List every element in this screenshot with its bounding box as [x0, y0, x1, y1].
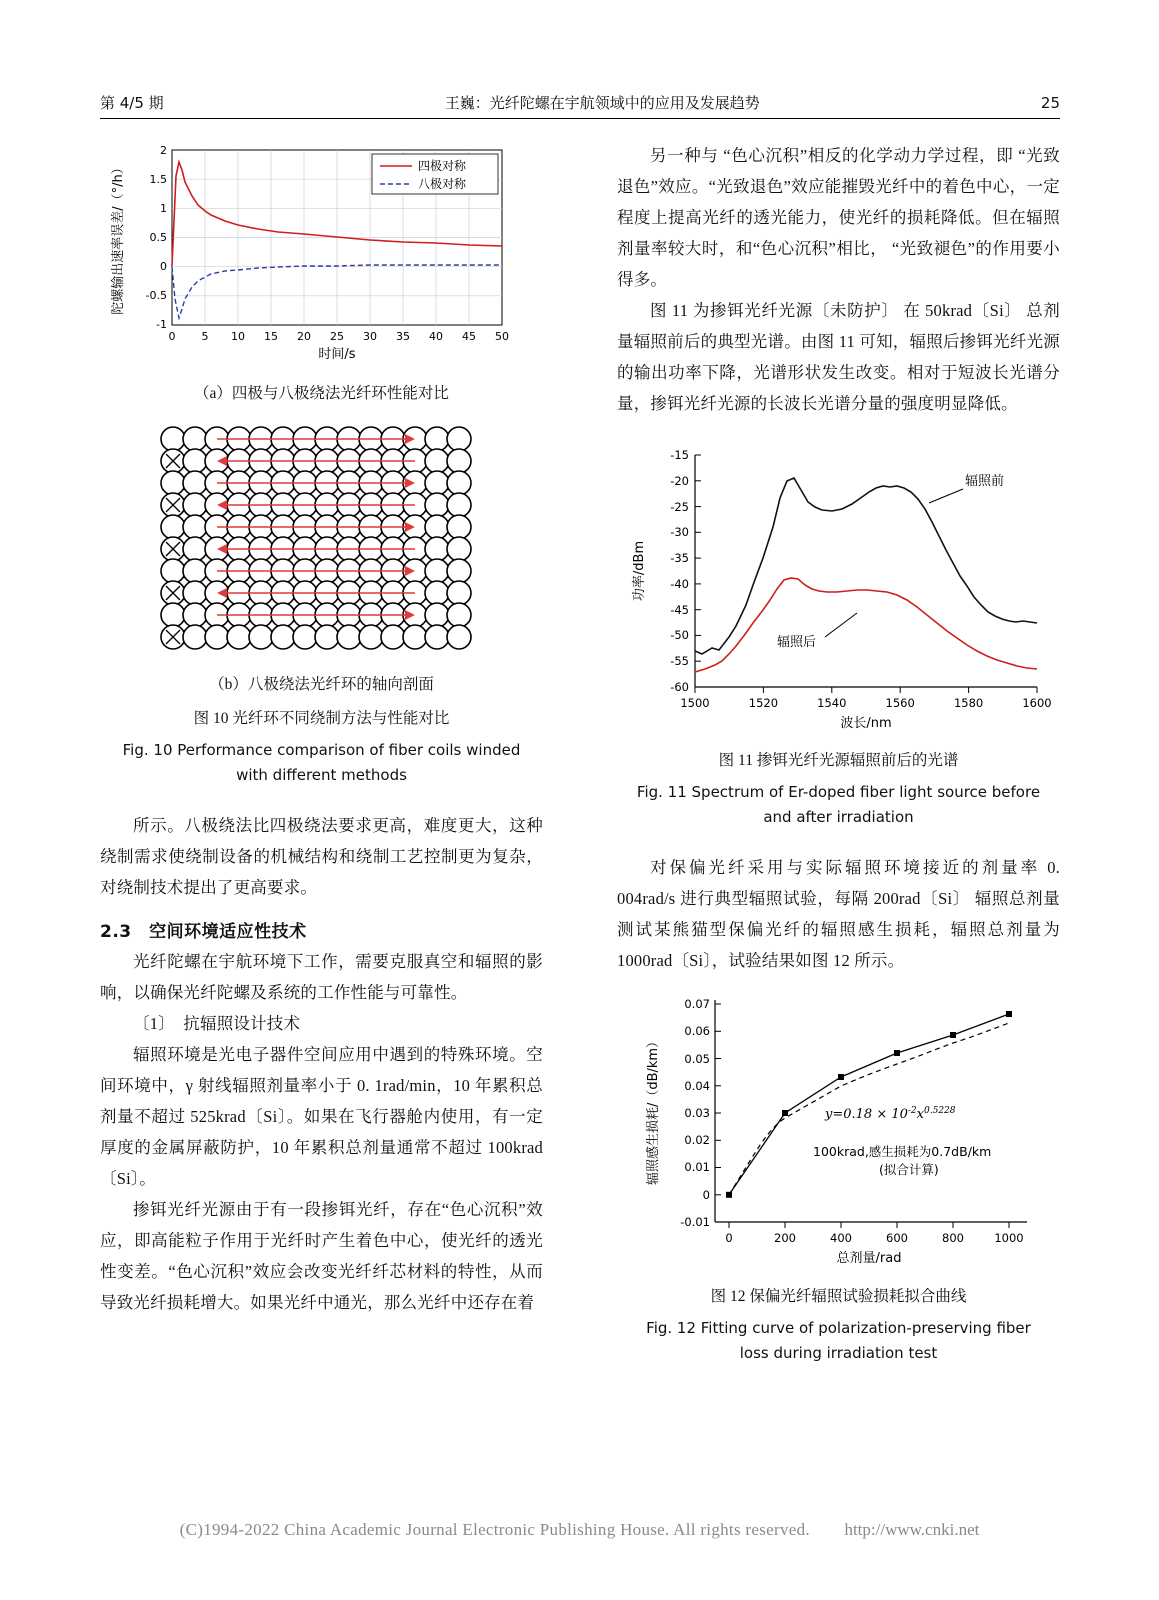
fig12-ylabel: 辐照感生损耗/（dB/km） — [646, 1034, 661, 1186]
svg-text:-60: -60 — [670, 680, 689, 694]
section-2-3-title: 2.3 空间环境适应性技术 — [100, 922, 307, 942]
svg-text:200: 200 — [774, 1231, 796, 1245]
fig10b-caption: （b）八极绕法光纤环的轴向剖面 — [209, 676, 434, 693]
figure-10a — [100, 140, 543, 403]
fig12-xlabel: 总剂量/rad — [836, 1251, 902, 1266]
svg-text:四极对称: 四极对称 — [418, 159, 467, 173]
fig10-caption-cn: 图 10 光纤环不同绕制方法与性能对比 — [193, 710, 450, 727]
fig12-caption-en-2: loss during irradiation test — [739, 1344, 938, 1362]
svg-text:-1: -1 — [156, 318, 167, 331]
svg-text:25: 25 — [330, 330, 344, 343]
fig11-caption-cn: 图 11 掺铒光纤光源辐照前后的光谱 — [718, 752, 959, 769]
svg-text:100krad,感生损耗为0.7dB/km: 100krad,感生损耗为0.7dB/km — [813, 1144, 992, 1159]
copyright-footer — [0, 1520, 1159, 1540]
header-page-number: 25 — [1040, 94, 1060, 112]
svg-text:-0.5: -0.5 — [145, 289, 167, 302]
fig11-caption-en-1: Fig. 11 Spectrum of Er-doped fiber light source before — [636, 783, 1041, 801]
fig12-caption-en-1: Fig. 12 Fitting curve of polarization-preserving fiber — [646, 1319, 1031, 1337]
svg-text:45: 45 — [462, 330, 476, 343]
fig11-caption-en-2: and after irradiation — [763, 808, 914, 826]
svg-text:八极对称: 八极对称 — [418, 177, 467, 191]
right-para-3: 对保偏光纤采用与实际辐照环境接近的剂量率 0. 004rad/s 进行典型辐照试验，每隔 200rad〔Si〕 辐照总剂量测试某熊猫型保偏光纤的辐照感生损耗，辐照总剂量为 1000rad〔Si〕，试验结果如图 12 所示。 — [617, 858, 1060, 970]
svg-text:-30: -30 — [670, 525, 689, 539]
svg-text:0.04: 0.04 — [684, 1079, 710, 1093]
svg-text:0: 0 — [168, 330, 176, 343]
svg-text:40: 40 — [429, 330, 443, 343]
figure-11 — [617, 437, 1060, 742]
svg-text:1580: 1580 — [953, 696, 984, 710]
svg-text:0.02: 0.02 — [684, 1133, 710, 1147]
svg-text:-40: -40 — [670, 577, 689, 591]
svg-text:15: 15 — [264, 330, 278, 343]
fig12-chart — [617, 990, 1060, 1275]
svg-text:20: 20 — [297, 330, 311, 343]
svg-text:0: 0 — [160, 260, 167, 273]
svg-text:400: 400 — [830, 1231, 852, 1245]
header-rule — [100, 118, 1060, 119]
left-para-4: 掺铒光纤光源由于有一段掺铒光纤，存在“色心沉积”效应，即高能粒子作用于光纤时产生着色中心，使光纤的透光性变差。“色心沉积”效应会改变光纤纤芯材料的特性，从而导致光纤损耗增大。如果光纤中通光，那么光纤中还存在着 — [100, 1200, 543, 1312]
fig11-xlabel: 波长/nm — [840, 716, 892, 731]
fig10-caption-en-1: Fig. 10 Performance comparison of fiber coils winded — [122, 741, 521, 759]
svg-text:1500: 1500 — [680, 696, 710, 710]
page-header — [100, 92, 1060, 113]
fig10a-caption: （a）四极与八极绕法光纤环性能对比 — [194, 385, 449, 402]
svg-text:1600: 1600 — [1022, 696, 1052, 710]
svg-text:0.01: 0.01 — [684, 1160, 710, 1174]
fig11-annotations — [777, 474, 1004, 650]
fig11-series-after — [695, 578, 1037, 672]
fig12-series-measured — [729, 1014, 1009, 1195]
svg-text:1520: 1520 — [748, 696, 779, 710]
figure-10b — [157, 421, 487, 666]
svg-text:0: 0 — [725, 1231, 733, 1245]
svg-text:-25: -25 — [670, 500, 689, 514]
svg-text:-55: -55 — [670, 654, 689, 668]
subsection-1-title: 〔1〕 抗辐照设计技术 — [133, 1014, 301, 1033]
svg-text:0.03: 0.03 — [684, 1106, 710, 1120]
fig11-series-before — [695, 478, 1037, 654]
svg-text:2: 2 — [160, 144, 167, 157]
fig10a-ylabel: 陀螺输出速率误差/（°/h） — [111, 161, 126, 315]
fig10b-coil-diagram — [157, 421, 487, 661]
svg-text:0.07: 0.07 — [684, 997, 710, 1011]
svg-text:1: 1 — [160, 202, 167, 215]
fig11-chart — [617, 437, 1060, 737]
header-issue: 第 4/5 期 — [100, 94, 164, 112]
figure-12 — [617, 990, 1060, 1280]
svg-text:5: 5 — [201, 330, 209, 343]
svg-text:1000: 1000 — [994, 1231, 1024, 1245]
svg-text:-50: -50 — [670, 628, 689, 642]
copyright-text: (C)1994-2022 China Academic Journal Electronic Publishing House. All rights reserved. — [179, 1520, 810, 1539]
svg-text:-15: -15 — [670, 448, 689, 462]
right-para-2: 图 11 为掺铒光纤光源〔未防护〕 在 50krad〔Si〕 总剂量辐照前后的典型光谱。由图 11 可知，辐照后掺铒光纤光源的输出功率下降，光谱形状发生改变。相对于短波长光谱分量，掺铒光纤光源的长波长光谱分量的强度明显降低。 — [617, 301, 1060, 413]
fig12-data-markers — [726, 1011, 1012, 1198]
svg-text:-20: -20 — [670, 474, 689, 488]
left-para-2: 光纤陀螺在宇航环境下工作，需要克服真空和辐照的影响，以确保光纤陀螺及系统的工作性能与可靠性。 — [100, 952, 543, 1002]
svg-text:0.5: 0.5 — [149, 231, 167, 244]
fig11-ylabel: 功率/dBm — [632, 540, 647, 602]
svg-text:600: 600 — [886, 1231, 908, 1245]
fig10a-chart — [100, 140, 543, 370]
svg-text:10: 10 — [231, 330, 245, 343]
left-para-3: 辐照环境是光电子器件空间应用中遇到的特殊环境。空间环境中，γ 射线辐照剂量率小于 0. 1rad/min，10 年累积总剂量不超过 525krad〔Si〕。如果在飞行器舱内使用，有一定厚度的金属屏蔽防护，10 年累积总剂量通常不超过 100krad〔Si〕。 — [100, 1045, 543, 1188]
svg-text:1560: 1560 — [885, 696, 915, 710]
fig10a-xlabel: 时间/s — [318, 347, 356, 362]
svg-text:y=0.18 × 10-2x0.5228: $y=0.18 \times 10^{-2}x^{0.5228}$ — [825, 1106, 956, 1122]
left-column — [100, 140, 543, 1318]
header-running-title: 王巍：光纤陀螺在宇航领域中的应用及发展趋势 — [444, 94, 760, 112]
svg-text:50: 50 — [495, 330, 509, 343]
svg-text:0: 0 — [702, 1188, 710, 1202]
svg-text:800: 800 — [942, 1231, 964, 1245]
fig12-annotations — [813, 1106, 991, 1177]
left-para-1: 所示。八极绕法比四极绕法要求更高，难度更大，这种绕制需求使绕制设备的机械结构和绕制工艺控制更为复杂，对绕制技术提出了更高要求。 — [100, 816, 543, 897]
svg-text:0.05: 0.05 — [684, 1052, 710, 1066]
fig12-caption-cn: 图 12 保偏光纤辐照试验损耗拟合曲线 — [710, 1288, 967, 1305]
svg-text:30: 30 — [363, 330, 377, 343]
svg-text:(拟合计算): (拟合计算) — [879, 1162, 939, 1177]
fig10a-legend — [372, 154, 498, 194]
svg-text:辐照前: 辐照前 — [965, 474, 1005, 489]
right-column — [617, 140, 1060, 1366]
svg-text:辐照后: 辐照后 — [777, 635, 817, 650]
svg-text:-45: -45 — [670, 603, 689, 617]
svg-text:1540: 1540 — [817, 696, 847, 710]
svg-text:1.5: 1.5 — [149, 173, 167, 186]
cnki-url: http://www.cnki.net — [844, 1520, 980, 1539]
svg-text:35: 35 — [396, 330, 410, 343]
right-para-1: 另一种与 “色心沉积”相反的化学动力学过程，即 “光致退色”效应。“光致退色”效应能摧毁光纤中的着色中心，一定程度上提高光纤的透光能力，使光纤的损耗降低。但在辐照剂量率较大时，和“色心沉积”相比， “光致褪色”的作用要小得多。 — [617, 146, 1060, 289]
svg-text:0.06: 0.06 — [684, 1024, 710, 1038]
fig10-caption-en-2: with different methods — [236, 766, 407, 784]
svg-text:-0.01: -0.01 — [680, 1215, 710, 1229]
svg-text:-35: -35 — [670, 551, 689, 565]
